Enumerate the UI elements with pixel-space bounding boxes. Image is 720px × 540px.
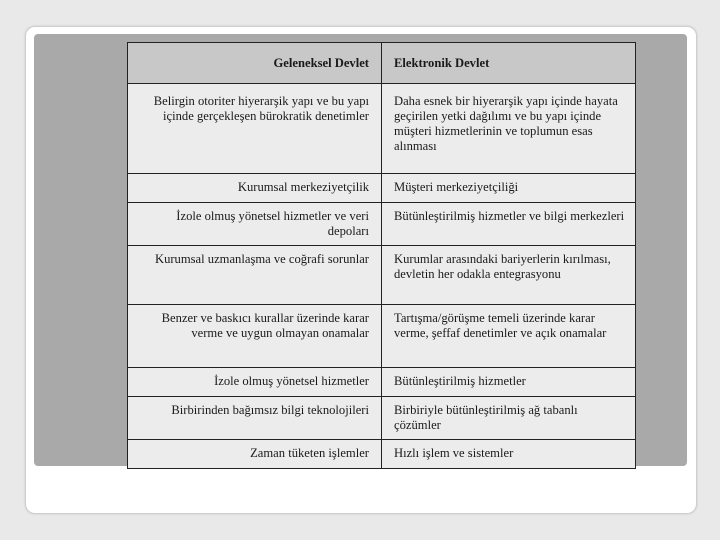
electronic-cell: Hızlı işlem ve sistemler bbox=[382, 439, 636, 468]
table-header-row bbox=[128, 43, 636, 84]
header-electronic-government: Elektronik Devlet bbox=[382, 43, 636, 84]
table-row bbox=[128, 304, 636, 367]
table-row bbox=[128, 84, 636, 174]
electronic-cell: Bütünleştirilmiş hizmetler ve bilgi merkezleri bbox=[382, 203, 636, 246]
header-traditional-government: Geleneksel Devlet bbox=[128, 43, 382, 84]
electronic-cell: Tartışma/görüşme temeli üzerinde karar verme, şeffaf denetimler ve açık onamalar bbox=[382, 304, 636, 367]
traditional-cell: Kurumsal merkeziyetçilik bbox=[128, 174, 382, 203]
electronic-cell: Kurumlar arasındaki bariyerlerin kırılması, devletin her odakla entegrasyonu bbox=[382, 246, 636, 304]
comparison-table bbox=[127, 42, 636, 469]
traditional-cell: İzole olmuş yönetsel hizmetler bbox=[128, 367, 382, 396]
traditional-cell: Kurumsal uzmanlaşma ve coğrafi sorunlar bbox=[128, 246, 382, 304]
table-row bbox=[128, 203, 636, 246]
table-row bbox=[128, 174, 636, 203]
electronic-cell: Birbiriyle bütünleştirilmiş ağ tabanlı çözümler bbox=[382, 396, 636, 439]
table-row bbox=[128, 439, 636, 468]
electronic-cell: Bütünleştirilmiş hizmetler bbox=[382, 367, 636, 396]
electronic-cell: Müşteri merkeziyetçiliği bbox=[382, 174, 636, 203]
traditional-cell: İzole olmuş yönetsel hizmetler ve veri depoları bbox=[128, 203, 382, 246]
table-row bbox=[128, 396, 636, 439]
traditional-cell: Zaman tüketen işlemler bbox=[128, 439, 382, 468]
traditional-cell: Birbirinden bağımsız bilgi teknolojileri bbox=[128, 396, 382, 439]
traditional-cell: Benzer ve baskıcı kurallar üzerinde karar verme ve uygun olmayan onamalar bbox=[128, 304, 382, 367]
table-row bbox=[128, 367, 636, 396]
table-row bbox=[128, 246, 636, 304]
electronic-cell: Daha esnek bir hiyerarşik yapı içinde hayata geçirilen yetki dağılımı ve bu yapı içinde müşteri hizmetlerinin ve toplumun esas alınması bbox=[382, 84, 636, 174]
traditional-cell: Belirgin otoriter hiyerarşik yapı ve bu yapı içinde gerçekleşen bürokratik denetimler bbox=[128, 84, 382, 174]
